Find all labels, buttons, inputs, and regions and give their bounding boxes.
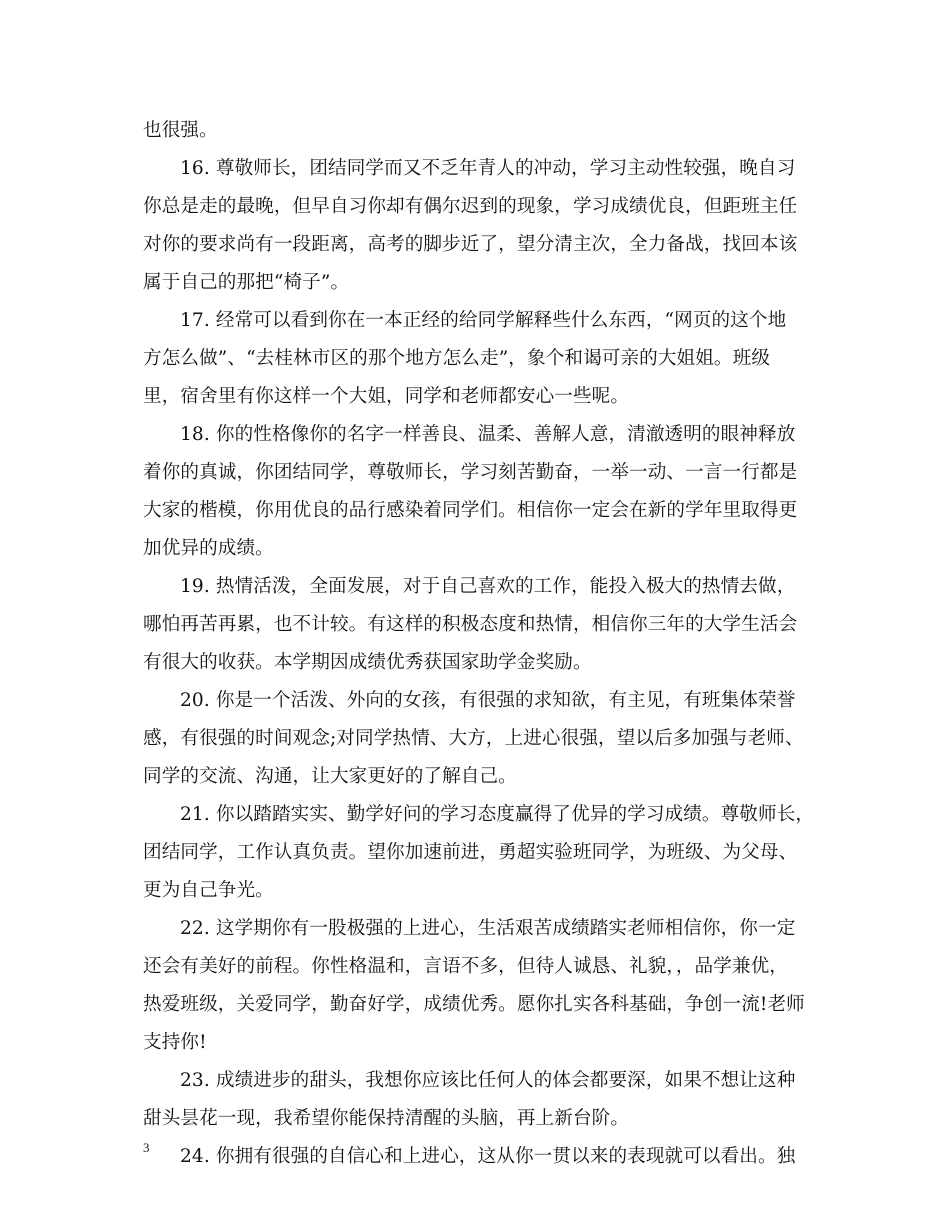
text-line: 方怎么做”、“去桂林市区的那个地方怎么走”，象个和谒可亲的大姐姐。班级 [143, 348, 771, 369]
text-line: 团结同学，工作认真负责。望你加速前进，勇超实验班同学，为班级、为父母、 [143, 842, 798, 863]
text-line: 支持你! [143, 1032, 207, 1053]
paragraph [143, 910, 813, 1062]
text-line: 20. 你是一个活泼、外向的女孩，有很强的求知欲，有主见，有班集体荣誉 [180, 690, 796, 711]
text-line: 加优异的成绩。 [143, 538, 274, 559]
paragraph [143, 1138, 813, 1176]
text-line: 甜头昙花一现，我希望你能保持清醒的头脑，再上新台阶。 [143, 1108, 630, 1129]
paragraph [143, 416, 813, 568]
text-line: 哪怕再苦再累，也不计较。有这样的积极态度和热情，相信你三年的大学生活会 [143, 614, 798, 635]
text-line: 对你的要求尚有一段距离，高考的脚步近了，望分清主次，全力备战，找回本该 [143, 234, 798, 255]
text-line: 22. 这学期你有一股极强的上进心，生活艰苦成绩踏实老师相信你，你一定 [180, 918, 796, 939]
paragraph [143, 112, 813, 150]
text-line: 着你的真诚，你团结同学，尊敬师长，学习刻苦勤奋，一举一动、一言一行都是 [143, 462, 798, 483]
text-line: 热爱班级，关爱同学，勤奋好学，成绩优秀。愿你扎实各科基础，争创一流!老师 [143, 994, 805, 1015]
paragraph [143, 1062, 813, 1138]
text-line: 24. 你拥有很强的自信心和上进心，这从你一贯以来的表现就可以看出。独 [180, 1146, 796, 1167]
paragraph [143, 796, 813, 910]
text-line: 23. 成绩进步的甜头，我想你应该比任何人的体会都要深，如果不想让这种 [180, 1070, 796, 1091]
text-line: 21. 你以踏踏实实、勤学好问的学习态度赢得了优异的学习成绩。尊敬师长， [180, 804, 815, 825]
paragraph [143, 568, 813, 682]
text-line: 16. 尊敬师长，团结同学而又不乏年青人的冲动，学习主动性较强，晚自习 [180, 158, 796, 179]
text-line: 有很大的收获。本学期因成绩优秀获国家助学金奖励。 [143, 652, 592, 673]
text-line: 18. 你的性格像你的名字一样善良、温柔、善解人意，清澈透明的眼神释放 [180, 424, 796, 445]
page-number: 3 [143, 1140, 150, 1155]
text-line: 大家的楷模，你用优良的品行感染着同学们。相信你一定会在新的学年里取得更 [143, 500, 798, 521]
text-line: 你总是走的最晚，但早自习你却有偶尔迟到的现象，学习成绩优良，但距班主任 [143, 196, 798, 217]
text-line: 里，宿舍里有你这样一个大姐，同学和老师都安心一些呢。 [143, 386, 630, 407]
text-line: 感，有很强的时间观念;对同学热情、大方，上进心很强，望以后多加强与老师、 [143, 728, 804, 749]
text-line: 还会有美好的前程。你性格温和，言语不多，但待人诚恳、礼貌，，品学兼优， [143, 956, 788, 977]
text-line: 17. 经常可以看到你在一本正经的给同学解释些什么东西，“网页的这个地 [180, 310, 787, 331]
text-line: 更为自己争光。 [143, 880, 274, 901]
paragraph [143, 302, 813, 416]
text-line: 19. 热情活泼，全面发展，对于自己喜欢的工作，能投入极大的热情去做， [180, 576, 796, 597]
document-body [143, 112, 813, 1176]
paragraph [143, 682, 813, 796]
text-line: 也很强。 [143, 120, 218, 141]
text-line: 属于自己的那把“椅子”。 [143, 272, 350, 293]
text-line: 同学的交流、沟通，让大家更好的了解自己。 [143, 766, 517, 787]
paragraph [143, 150, 813, 302]
